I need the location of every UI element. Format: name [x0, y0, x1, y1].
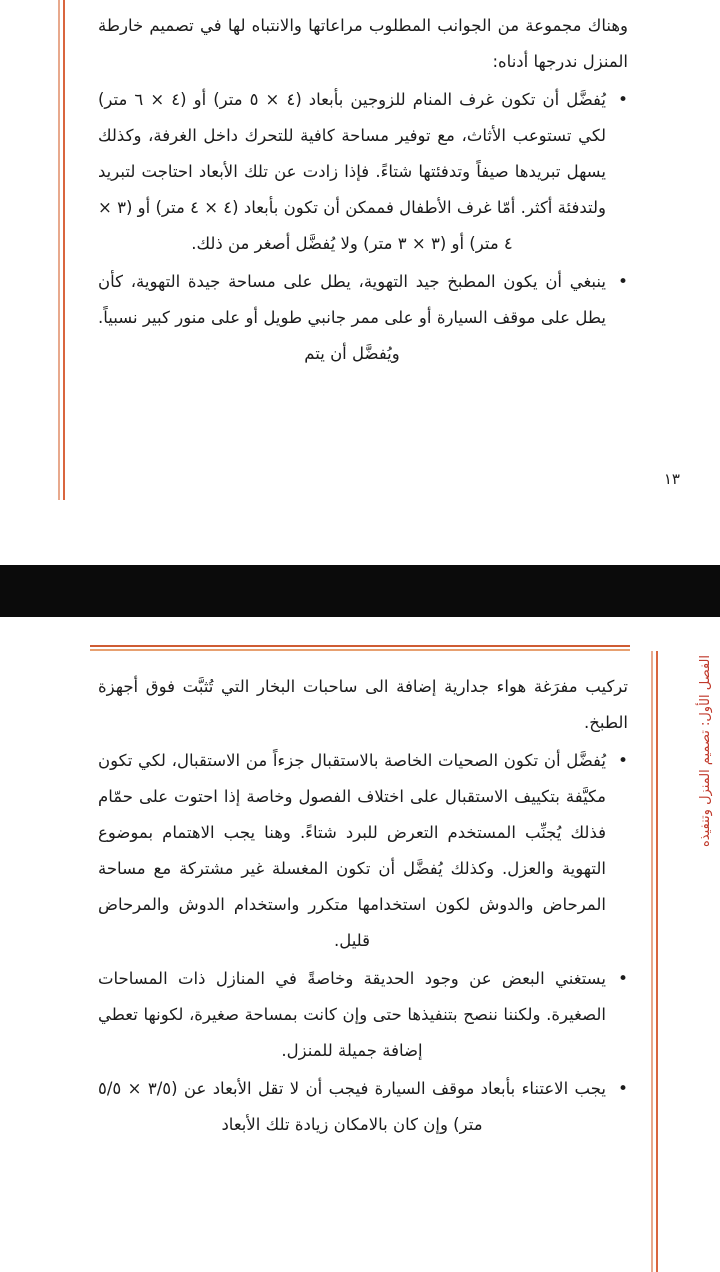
- continuation-paragraph: تركيب مفرَغة هواء جدارية إضافة الى ساحبات البخار التي تُثبَّت فوق أجهزة الطبخ.: [98, 677, 628, 732]
- list-item: • يستغني البعض عن وجود الحديقة وخاصةً في المنازل ذات المساحات الصغيرة. ولكننا ننصح بتنفيذها حتى وإن كانت بمساحة صغيرة، لكونها تعطي إضافة جميلة للمنزل.: [98, 961, 628, 1069]
- page-fragment-top: [0, 0, 720, 565]
- page-separator-gutter: [0, 565, 720, 617]
- page-fragment-bottom: [0, 617, 720, 1272]
- running-head-line: الفصل الأول: تصميم المنزل وتنفيذه: [698, 655, 713, 847]
- running-head: [696, 655, 716, 915]
- top-bullet-list: [98, 82, 628, 372]
- bottom-bullet-list: [98, 743, 628, 1143]
- rule-line-outer: [63, 0, 65, 500]
- bottom-text-column: [98, 669, 628, 1145]
- rule-line-outer: [90, 645, 630, 647]
- page-number: ١٣: [663, 470, 680, 488]
- rule-line-inner: [58, 0, 60, 500]
- list-item: • ينبغي أن يكون المطبخ جيد التهوية، يطل على مساحة جيدة التهوية، كأن يطل على موقف السيارة أو على ممر جانبي طويل أو على منور كبير نسبياً. ويُفضَّل أن يتم: [98, 264, 628, 372]
- intro-paragraph: وهناك مجموعة من الجوانب المطلوب مراعاتها والانتباه لها في تصميم خارطة المنزل ندرجها أدناه:: [98, 16, 628, 71]
- rule-line-inner: [90, 649, 630, 651]
- rule-line-inner: [651, 651, 653, 1272]
- decorative-horizontal-rule: [90, 645, 630, 651]
- list-item: • يُفضَّل أن تكون الصحيات الخاصة بالاستقبال جزءاً من الاستقبال، لكي تكون مكيَّفة بتكييف الاستقبال على اختلاف الفصول وخاصة إذا احتوت على حمّام فذلك يُجنِّب المستخدم التعرض للبرد شتاءً. وهنا يجب الاهتمام بموضوع التهوية والعزل. وكذلك يُفضَّل أن تكون المغسلة غير مشتركة مع مساحة المرحاض والدوش لكون استخدامها متكرر واستخدام الدوش والمرحاض قليل.: [98, 743, 628, 959]
- decorative-vertical-rule-top: [57, 0, 65, 500]
- decorative-vertical-rule-bottom: [650, 651, 658, 1272]
- top-text-column: [98, 8, 628, 374]
- list-item: • يجب الاعتناء بأبعاد موقف السيارة فيجب أن لا تقل الأبعاد عن (٣/٥ × ٥/٥ متر) وإن كان بالامكان زيادة تلك الأبعاد: [98, 1071, 628, 1143]
- list-item: • يُفضَّل أن تكون غرف المنام للزوجين بأبعاد (٤ × ٥ متر) أو (٤ × ٦ متر) لكي تستوعب الأثاث، مع توفير مساحة كافية للتحرك داخل الغرفة، وكذلك يسهل تبريدها صيفاً وتدفئتها شتاءً. فإذا زادت عن تلك الأبعاد احتاجت لتبريد ولتدفئة أكثر. أمّا غرف الأطفال فممكن أن تكون بأبعاد (٤ × ٤ متر) أو (٣ × ٤ متر) أو (٣ × ٣ متر) ولا يُفضَّل أصغر من ذلك.: [98, 82, 628, 262]
- rule-line-outer: [656, 651, 658, 1272]
